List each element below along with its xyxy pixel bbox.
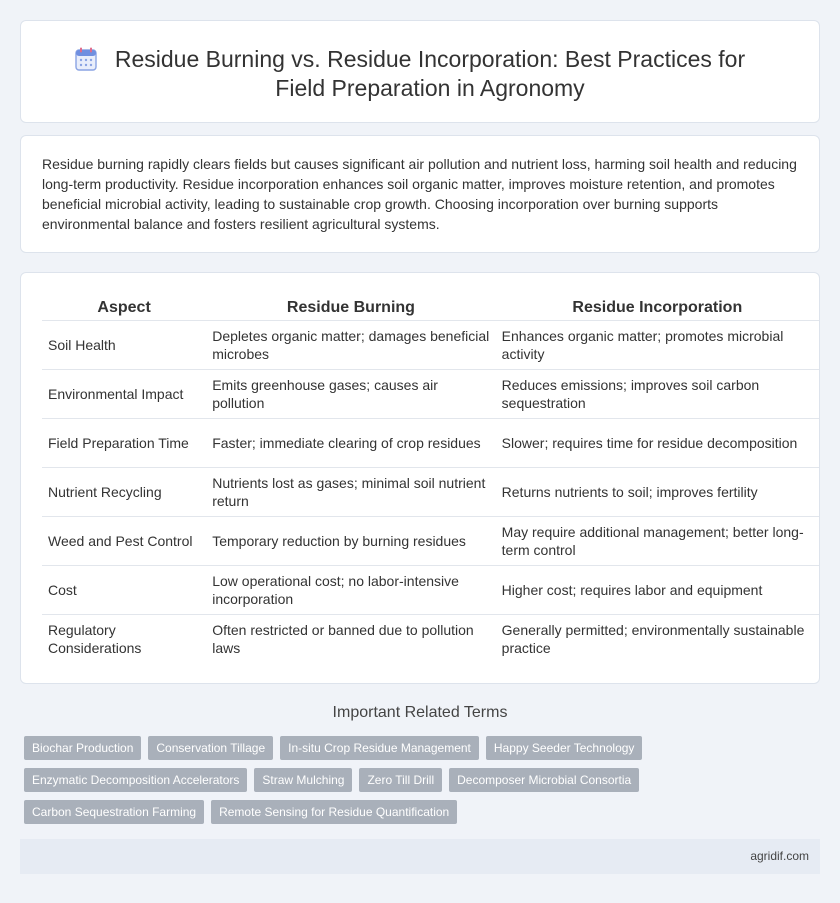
tag-decomposer-microbial-consortia[interactable]: Decomposer Microbial Consortia — [449, 768, 639, 792]
footer — [20, 839, 820, 874]
header-aspect: Aspect — [97, 298, 151, 316]
tag-zero-till-drill[interactable]: Zero Till Drill — [359, 768, 442, 792]
related-terms-list — [24, 736, 814, 832]
incorporation-cell: Returns nutrients to soil; improves fertility — [496, 467, 819, 516]
incorporation-cell: Generally permitted; environmentally sustainable practice — [496, 614, 819, 663]
aspect-cell: Field Preparation Time — [42, 418, 206, 467]
tag-enzymatic-decomposition-accelerators[interactable]: Enzymatic Decomposition Accelerators — [24, 768, 247, 792]
table-header-row — [42, 294, 819, 320]
incorporation-cell: May require additional management; better long-term control — [496, 516, 819, 565]
incorporation-cell: Higher cost; requires labor and equipment — [496, 565, 819, 614]
footer-site-link[interactable]: agridif.com — [750, 849, 809, 863]
tag-straw-mulching[interactable]: Straw Mulching — [254, 768, 352, 792]
header-residue-incorporation: Residue Incorporation — [572, 298, 743, 316]
table-row — [42, 418, 819, 467]
tag-conservation-tillage[interactable]: Conservation Tillage — [148, 736, 273, 760]
tag-happy-seeder-technology[interactable]: Happy Seeder Technology — [486, 736, 643, 760]
burning-cell: Emits greenhouse gases; causes air pollution — [206, 369, 495, 418]
incorporation-cell: Enhances organic matter; promotes microbial activity — [496, 320, 819, 369]
table-row — [42, 369, 819, 418]
title-card — [20, 20, 820, 123]
comparison-table — [42, 294, 819, 663]
incorporation-cell: Reduces emissions; improves soil carbon sequestration — [496, 369, 819, 418]
summary-text: Residue burning rapidly clears fields but causes significant air pollution and nutrient loss, harming soil health and reducing long-term productivity. Residue incorporation enhances soil organic matter, improves moisture retention, and promotes beneficial microbial activity, leading to sustainable crop growth. Choosing incorporation over burning supports environmental balance and fosters resilient agricultural systems. — [42, 156, 797, 232]
aspect-cell: Nutrient Recycling — [42, 467, 206, 516]
tag-biochar-production[interactable]: Biochar Production — [24, 736, 141, 760]
page-title — [81, 45, 779, 103]
aspect-cell: Environmental Impact — [42, 369, 206, 418]
table-row — [42, 467, 819, 516]
burning-cell: Depletes organic matter; damages beneficial microbes — [206, 320, 495, 369]
table-row — [42, 320, 819, 369]
page-title-line-1: Residue Burning vs. Residue Incorporation: Best Practices for — [114, 46, 746, 72]
table-row — [42, 614, 819, 663]
burning-cell: Faster; immediate clearing of crop residues — [206, 418, 495, 467]
summary-card — [20, 135, 820, 253]
table-row — [42, 565, 819, 614]
burning-cell: Low operational cost; no labor-intensive incorporation — [206, 565, 495, 614]
burning-cell: Nutrients lost as gases; minimal soil nutrient return — [206, 467, 495, 516]
tag-remote-sensing-for-residue-quantification[interactable]: Remote Sensing for Residue Quantification — [211, 800, 457, 824]
aspect-cell: Regulatory Considerations — [42, 614, 206, 663]
header-residue-burning: Residue Burning — [286, 298, 415, 316]
aspect-cell: Weed and Pest Control — [42, 516, 206, 565]
table-row — [42, 516, 819, 565]
tag-in-situ-crop-residue-management[interactable]: In-situ Crop Residue Management — [280, 736, 479, 760]
related-terms-title: Important Related Terms — [332, 704, 508, 721]
aspect-cell: Soil Health — [42, 320, 206, 369]
burning-cell: Temporary reduction by burning residues — [206, 516, 495, 565]
incorporation-cell: Slower; requires time for residue decomposition — [496, 418, 819, 467]
page-title-line-2: Field Preparation in Agronomy — [275, 75, 585, 101]
tag-carbon-sequestration-farming[interactable]: Carbon Sequestration Farming — [24, 800, 204, 824]
burning-cell: Often restricted or banned due to pollution laws — [206, 614, 495, 663]
comparison-table-card — [20, 272, 820, 684]
aspect-cell: Cost — [42, 565, 206, 614]
